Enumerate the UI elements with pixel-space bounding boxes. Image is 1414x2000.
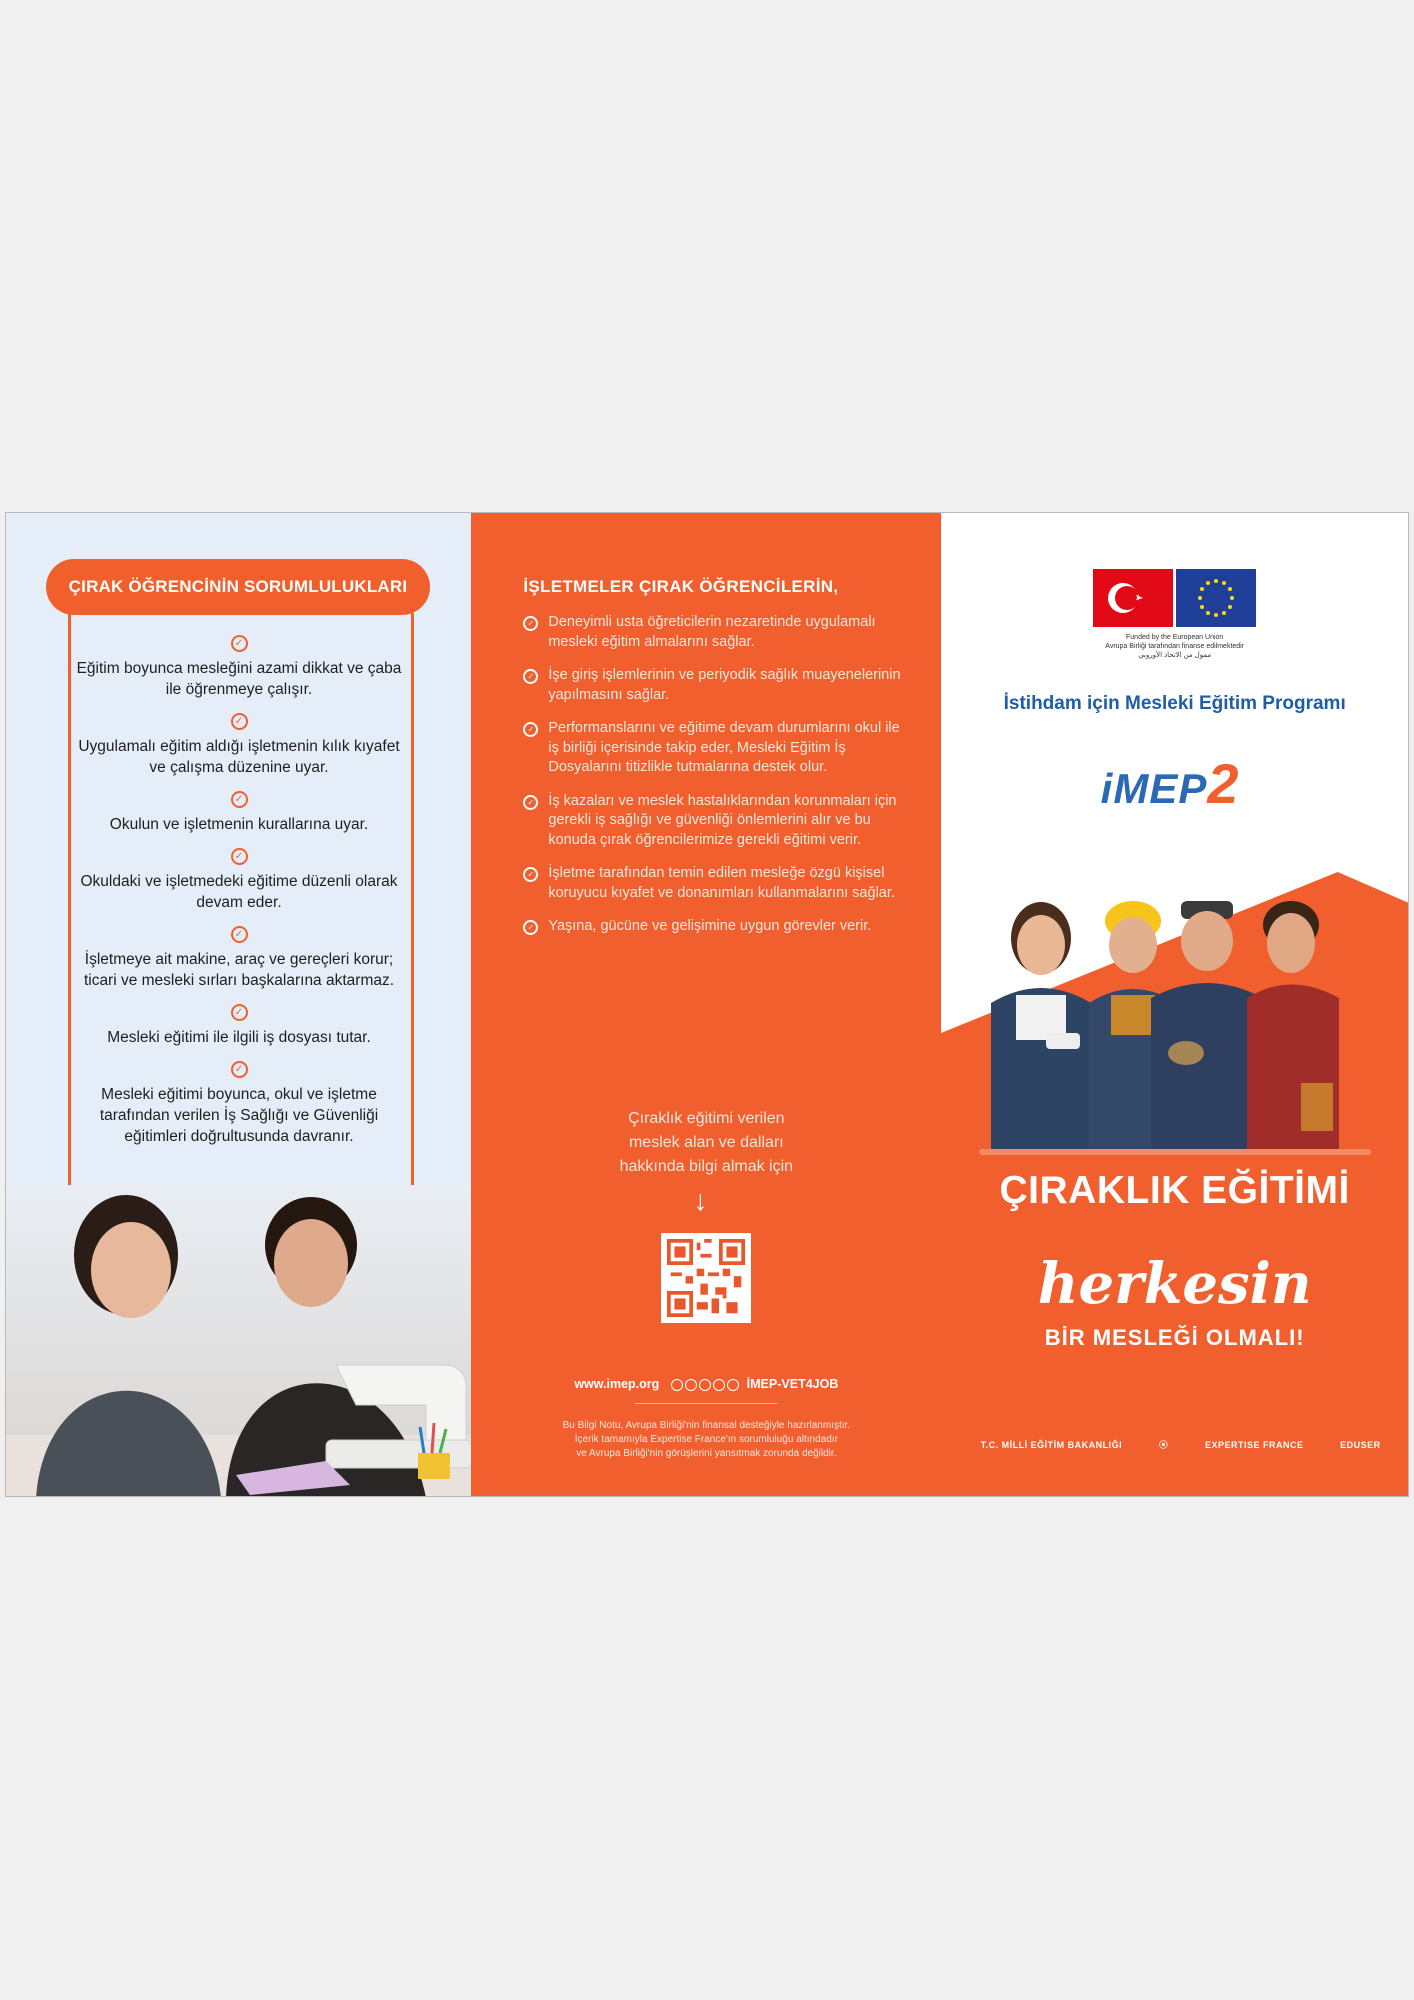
instagram-icon[interactable]: [699, 1379, 711, 1391]
imep2-logo: [1101, 751, 1240, 816]
check-icon: ✓: [523, 669, 538, 684]
logo-number: 2: [1207, 752, 1240, 815]
list-item-text: Mesleki eğitimi ile ilgili iş dosyası tutar.: [107, 1029, 371, 1046]
disclaimer-line: İçerik tamamıyla Expertise France'ın sorumluluğu altındadır: [574, 1434, 838, 1445]
logo-text: iMEP: [1100, 765, 1208, 812]
check-icon: ✓: [523, 722, 538, 737]
list-item: [523, 613, 903, 652]
list-item-text: Performanslarını ve eğitime devam durumlarını okul ile iş birliği içerisinde takip eder, Mesleki Eğitim İş Dosyalarını titizlikle tutmalarına destek olur.: [548, 720, 900, 775]
disclaimer-line: ve Avrupa Birliği'nin görüşlerini yansıtmak zorunda değildir.: [576, 1448, 837, 1459]
panel-cover: [941, 513, 1408, 1496]
linkedin-icon[interactable]: [727, 1379, 739, 1391]
check-icon: ✓: [523, 795, 538, 810]
list-item-text: Okulun ve işletmenin kurallarına uyar.: [109, 816, 369, 833]
list-item: [523, 864, 903, 903]
list-item-text: Yaşına, gücüne ve gelişimine uygun görevler verir.: [548, 918, 872, 934]
photo-four-apprentices: [961, 883, 1401, 1153]
partner-logos: [981, 1438, 1381, 1451]
list-item-text: Mesleki eğitimi boyunca, okul ve işletme tarafından verilen İş Sağlığı ve Güvenliği eğitimleri doğrultusunda davranır.: [99, 1086, 379, 1145]
businesses-title: İŞLETMELER ÇIRAK ÖĞRENCİLERİN,: [523, 577, 839, 596]
qr-caption-line: Çıraklık eğitimi verilen: [628, 1110, 785, 1127]
list-item: [76, 787, 402, 835]
list-item-text: Uygulamalı eğitim aldığı işletmenin kılık kıyafet ve çalışma düzenine uyar.: [78, 738, 400, 776]
panel-businesses: [471, 513, 940, 1496]
disclaimer-line: Bu Bilgi Notu, Avrupa Birliği'nin finansal desteğiyle hazırlanmıştır.: [562, 1420, 851, 1431]
check-icon: ✓: [523, 867, 538, 882]
check-icon: ✓: [231, 791, 248, 808]
funding-line: Funded by the European Union: [1126, 634, 1224, 641]
website-link[interactable]: www.imep.org: [574, 1377, 660, 1391]
facebook-icon[interactable]: [671, 1379, 683, 1391]
eduser-logo: EDUSER: [1340, 1439, 1381, 1450]
responsibilities-list: [76, 631, 402, 1156]
qr-code[interactable]: [661, 1233, 751, 1323]
list-item: [76, 922, 402, 991]
emblem-icon: ⦿: [1158, 1440, 1169, 1450]
eu-flag-icon: [1176, 569, 1256, 627]
list-item: [76, 844, 402, 913]
check-icon: ✓: [231, 1004, 248, 1021]
list-item: [523, 917, 903, 937]
qr-caption-line: hakkında bilgi almak için: [619, 1158, 794, 1175]
qr-caption: [471, 1107, 941, 1179]
list-item-text: İşletmeye ait makine, araç ve gereçleri korur; ticari ve mesleki sırları başkalarına aktarmaz.: [83, 951, 395, 989]
funding-note: [1081, 633, 1269, 660]
check-icon: ✓: [523, 920, 538, 935]
funding-line: Avrupa Birliği tarafından finanse edilmektedir: [1105, 643, 1245, 650]
qr-code-pattern: [667, 1239, 745, 1317]
x-icon[interactable]: [685, 1379, 697, 1391]
photo-two-women-sewing: [6, 1185, 472, 1497]
list-item-text: İşletme tarafından temin edilen mesleğe özgü kişisel koruyucu kıyafet ve donanımları kullanmalarını sağlar.: [548, 865, 895, 901]
brochure: [5, 512, 1409, 1497]
check-icon: ✓: [231, 848, 248, 865]
cover-title: ÇIRAKLIK EĞİTİMİ: [999, 1169, 1350, 1212]
meb-logo: T.C. MİLLİ EĞİTİM BAKANLIĞI: [980, 1439, 1123, 1450]
list-item-text: Eğitim boyunca mesleğini azami dikkat ve çaba ile öğrenmeye çalışır.: [76, 660, 402, 698]
list-item: [523, 719, 903, 778]
check-icon: ✓: [231, 1061, 248, 1078]
divider: [635, 1403, 777, 1404]
list-item-text: İş kazaları ve meslek hastalıklarından korunmaları için gerekli iş sağlığı ve güvenliği önlemlerini alır ve bu konuda çırak öğrencilerimize gerekli eğitimi verir.: [548, 792, 897, 848]
responsibilities-header: ÇIRAK ÖĞRENCİNİN SORUMLULUKLARI: [46, 559, 430, 615]
list-item-text: Deneyimli usta öğreticilerin nezaretinde uygulamalı mesleki eğitim almalarını sağlar.: [548, 614, 876, 650]
funding-line: ممول من الاتحاد الأوروبي: [1138, 652, 1212, 659]
program-name: İstihdam için Mesleki Eğitim Programı: [1003, 693, 1346, 714]
list-item: [76, 1057, 402, 1147]
disclaimer: [471, 1419, 941, 1461]
check-icon: ✓: [523, 616, 538, 631]
list-item: [523, 792, 903, 851]
check-icon: ✓: [231, 635, 248, 652]
list-item-text: İşe giriş işlemlerinin ve periyodik sağlık muayenelerinin yapılmasını sağlar.: [548, 667, 901, 703]
check-icon: ✓: [231, 926, 248, 943]
website-row: [471, 1377, 941, 1391]
youtube-icon[interactable]: [713, 1379, 725, 1391]
turkey-flag-icon: [1093, 569, 1173, 627]
list-item: [76, 709, 402, 778]
decorative-bar: [979, 1149, 1371, 1155]
list-item-text: Okuldaki ve işletmedeki eğitime düzenli olarak devam eder.: [80, 873, 398, 911]
slogan-script: herkesin: [1037, 1251, 1312, 1317]
social-handle: İMEP-VET4JOB: [746, 1377, 839, 1391]
slogan: BİR MESLEĞİ OLMALI!: [1044, 1325, 1305, 1350]
panel-responsibilities: [6, 513, 471, 1496]
list-item: [523, 666, 903, 705]
businesses-list: [523, 613, 903, 951]
expertise-france-logo: EXPERTISE FRANCE: [1204, 1439, 1304, 1450]
arrow-down-icon: ↓: [693, 1185, 708, 1216]
list-item: [76, 1000, 402, 1048]
check-icon: ✓: [231, 713, 248, 730]
list-item: [76, 631, 402, 700]
qr-caption-line: meslek alan ve dalları: [628, 1134, 784, 1151]
sewing-photo-illustration: [6, 1185, 472, 1497]
